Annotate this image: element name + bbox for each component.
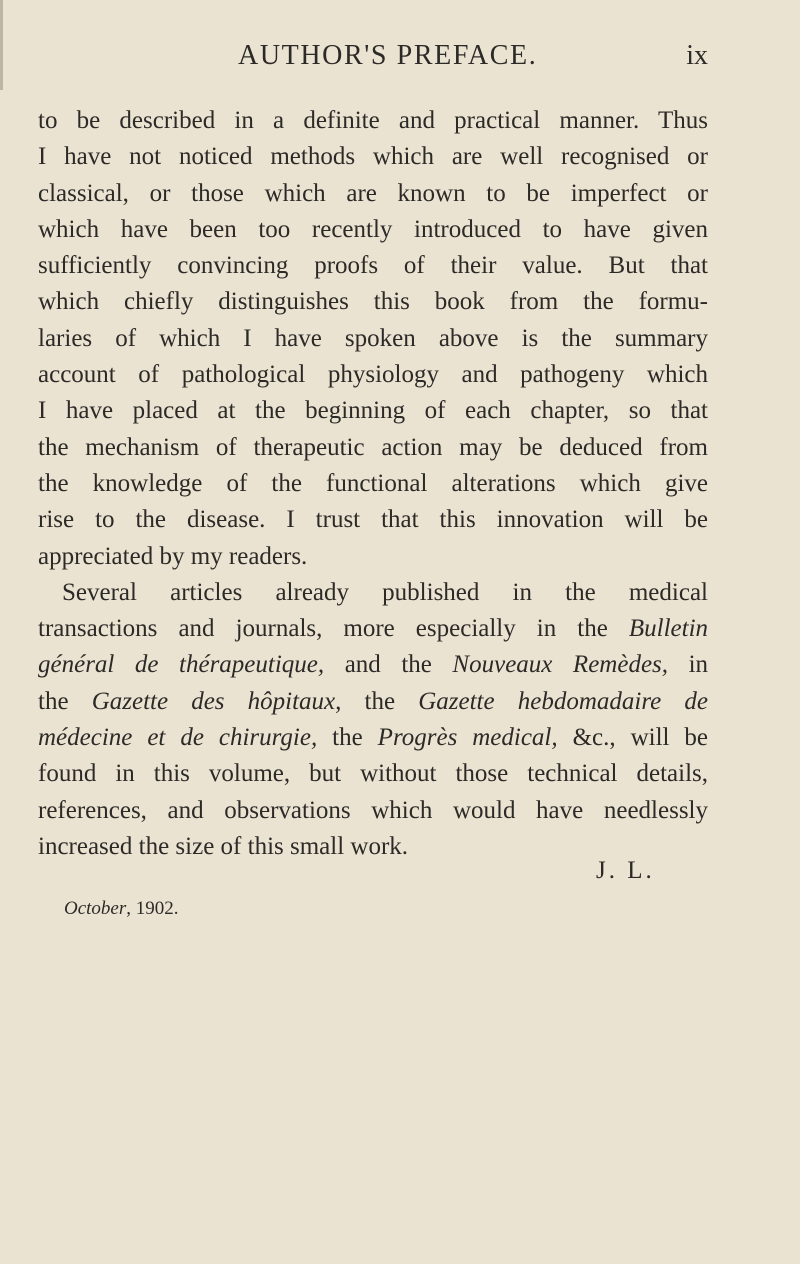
text-line: increased the size of this small work. xyxy=(38,832,409,860)
text-line: I have placed at the beginning of each chapter, so that xyxy=(38,397,708,425)
preface-body xyxy=(38,103,708,865)
running-header xyxy=(238,40,708,80)
text-fragment: the xyxy=(38,687,92,715)
italic-title: Progrès medical, xyxy=(377,724,558,752)
text-fragment: in xyxy=(668,651,709,679)
date-month: October xyxy=(64,898,127,919)
text-line: sufficiently convincing proofs of their value. But that xyxy=(38,252,708,280)
text-fragment: the xyxy=(341,687,419,715)
text-line: Several articles already published in the medical xyxy=(62,578,708,606)
text-line: appreciated by my readers. xyxy=(38,542,308,570)
text-line xyxy=(38,611,708,647)
text-line: the mechanism of therapeutic action may be deduced from xyxy=(38,433,708,461)
italic-title: général de thérapeutique, xyxy=(38,651,325,679)
text-line: to be described in a definite and practical manner. Thus xyxy=(38,107,708,134)
author-signature: J. L. xyxy=(596,857,655,884)
text-line: the knowledge of the functional alterations which give xyxy=(38,469,708,497)
header-title: AUTHOR'S PREFACE. xyxy=(238,40,538,71)
page-edge-shadow xyxy=(0,0,3,90)
text-line: classical, or those which are known to be imperfect or xyxy=(38,179,708,207)
text-line: references, and observations which would have needlessly xyxy=(38,796,708,824)
text-line: laries of which I have spoken above is the summary xyxy=(38,324,708,352)
text-fragment: transactions and journals, more especially in the xyxy=(38,615,608,643)
text-line: which chiefly distinguishes this book from the formu- xyxy=(38,288,708,316)
text-line: I have not noticed methods which are well recognised or xyxy=(38,143,708,171)
text-fragment: and the xyxy=(324,651,453,679)
italic-title: Nouveaux Remèdes, xyxy=(452,651,669,679)
preface-date xyxy=(64,898,179,920)
page-number: ix xyxy=(686,40,708,71)
text-fragment: the xyxy=(317,724,378,752)
text-line xyxy=(38,647,708,683)
text-line xyxy=(38,720,708,756)
text-line: which have been too recently introduced to have given xyxy=(38,215,708,243)
text-fragment: &c., will be xyxy=(557,724,709,752)
text-line: rise to the disease. I trust that this innovation will be xyxy=(38,506,708,534)
italic-title: Gazette des hôpitaux, xyxy=(91,687,342,715)
italic-title: Gazette hebdomadaire de xyxy=(418,687,708,715)
italic-title: médecine et de chirurgie, xyxy=(38,724,318,752)
italic-title: Bulletin xyxy=(628,615,709,643)
text-line: account of pathological physiology and pathogeny which xyxy=(38,361,708,389)
text-line xyxy=(38,684,708,720)
date-year: , 1902. xyxy=(126,898,179,919)
text-line: found in this volume, but without those technical details, xyxy=(38,760,708,788)
